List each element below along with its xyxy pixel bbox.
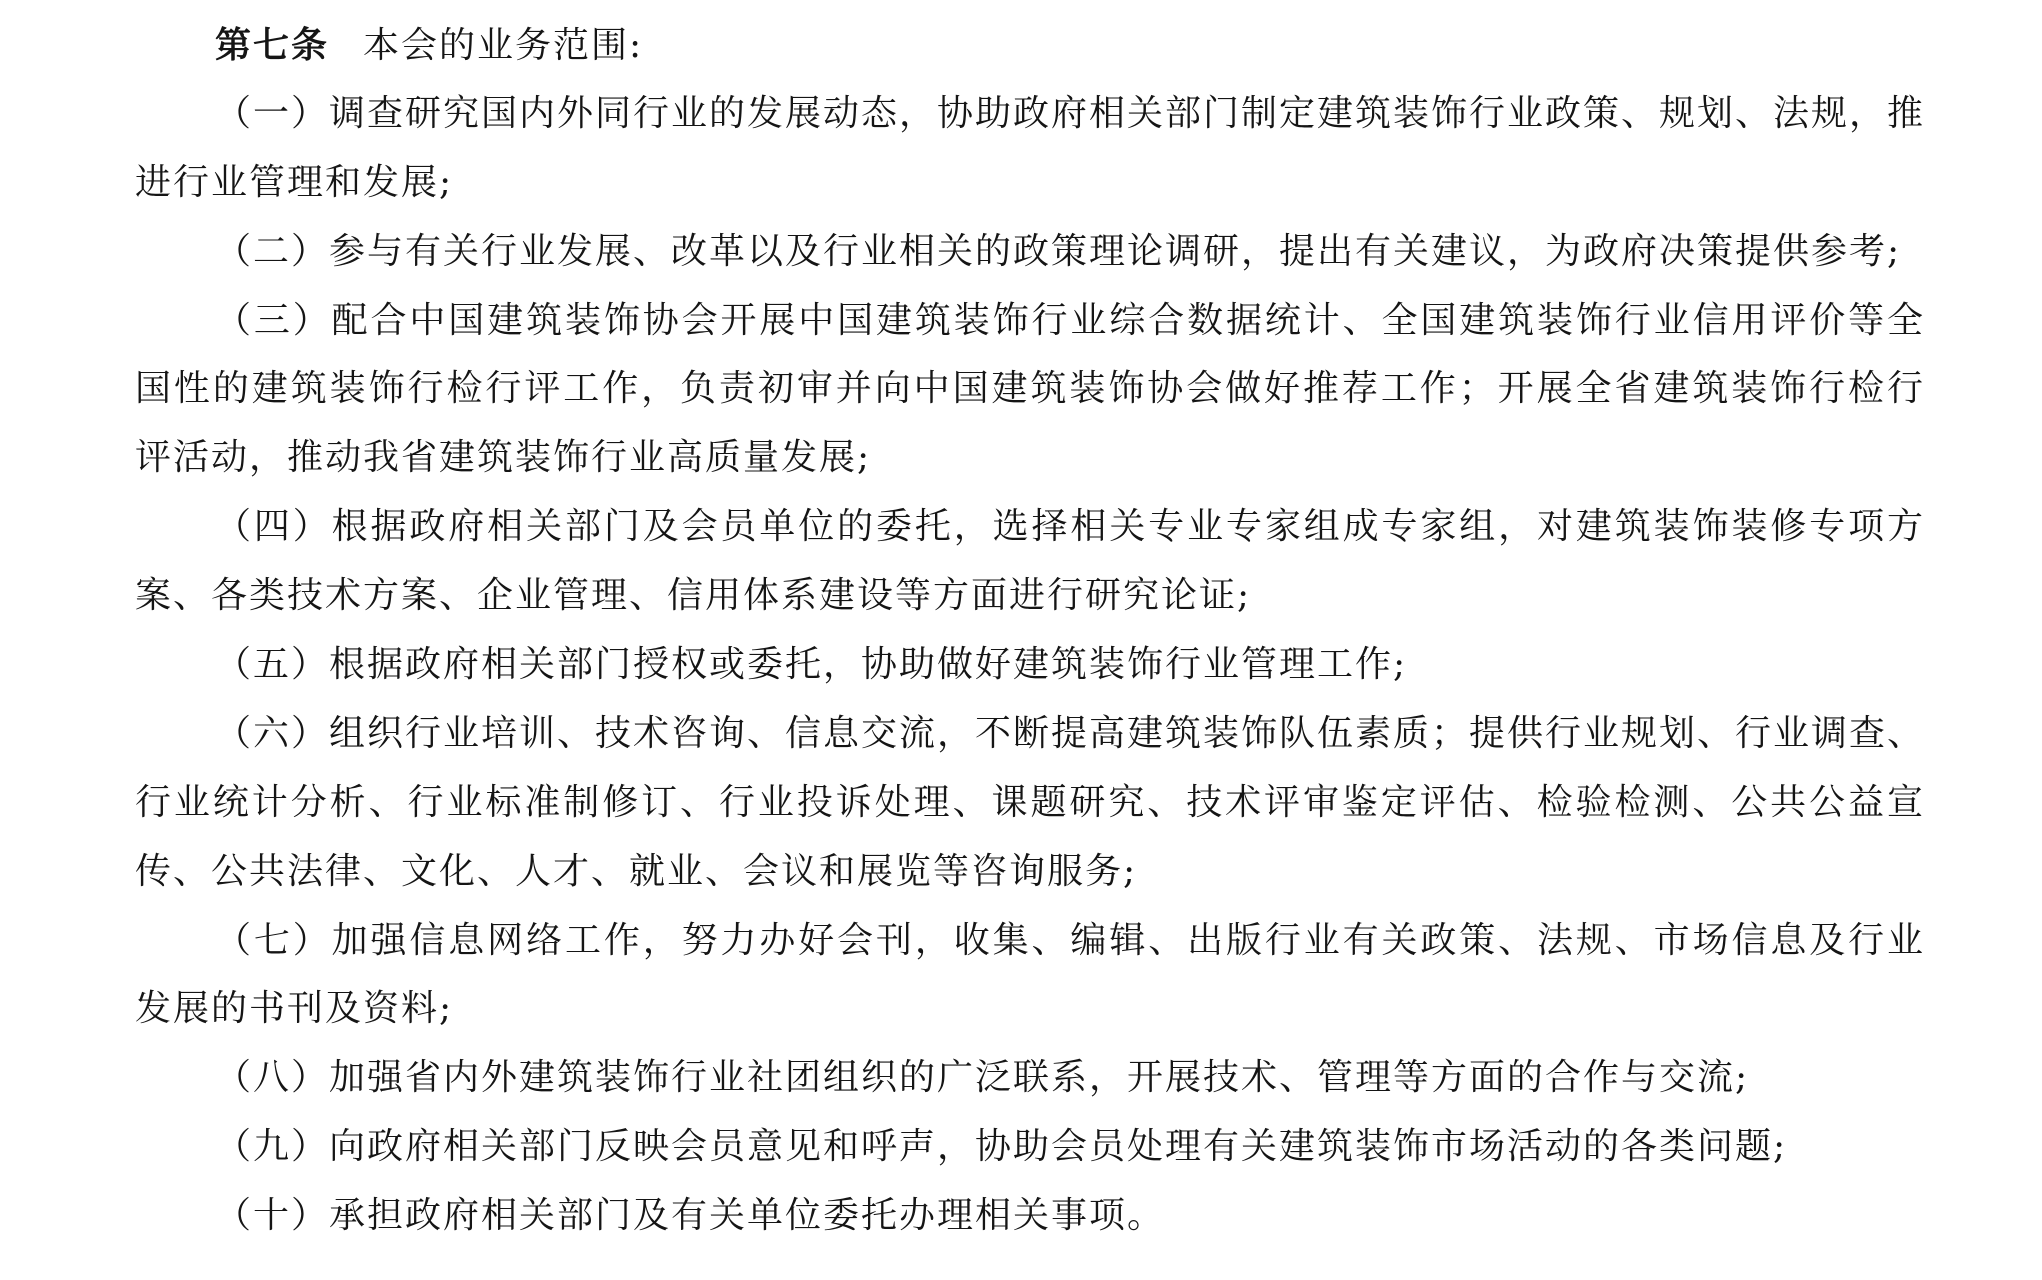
text-line: 评活动，推动我省建筑装饰行业高质量发展;	[135, 437, 872, 479]
scope-item-4	[135, 493, 1923, 631]
text-line: 国性的建筑装饰行检行评工作，负责初审并向中国建筑装饰协会做好推荐工作；开展全省建筑装饰行检行	[135, 368, 1923, 410]
scope-item-10	[135, 1182, 1923, 1251]
scope-item-3	[135, 287, 1923, 494]
text-line: （五）根据政府相关部门授权或委托，协助做好建筑装饰行业管理工作;	[215, 644, 1408, 686]
text-line: （八）加强省内外建筑装饰行业社团组织的广泛联系，开展技术、管理等方面的合作与交流;	[215, 1057, 1750, 1099]
scope-item-6	[135, 700, 1923, 907]
text-line: 发展的书刊及资料;	[135, 988, 454, 1030]
text-line: （七）加强信息网络工作，努力办好会刊，收集、编辑、出版行业有关政策、法规、市场信息及行业	[215, 919, 1923, 961]
scope-item-2	[135, 218, 1923, 287]
scope-item-1	[135, 80, 1923, 218]
text-line: 案、各类技术方案、企业管理、信用体系建设等方面进行研究论证;	[135, 575, 1252, 617]
text-line: （六）组织行业培训、技术咨询、信息交流，不断提高建筑装饰队伍素质；提供行业规划、行业调查、	[215, 712, 1923, 754]
text-line: （一）调查研究国内外同行业的发展动态，协助政府相关部门制定建筑装饰行业政策、规划、法规，推	[215, 92, 1923, 134]
text-line: （十）承担政府相关部门及有关单位委托办理相关事项。	[215, 1195, 1166, 1237]
text-line: （二）参与有关行业发展、改革以及行业相关的政策理论调研，提出有关建议，为政府决策提供参考;	[215, 230, 1902, 272]
text-line: （四）根据政府相关部门及会员单位的委托，选择相关专业专家组成专家组，对建筑装饰装修专项方	[215, 506, 1923, 548]
article-number: 第七条	[215, 24, 330, 66]
text-line: 进行业管理和发展;	[135, 161, 454, 203]
text-line: （九）向政府相关部门反映会员意见和呼声，协助会员处理有关建筑装饰市场活动的各类问题;	[215, 1126, 1788, 1168]
scope-item-5	[135, 631, 1923, 700]
article-heading	[135, 11, 1923, 80]
article-intro: 本会的业务范围:	[363, 25, 644, 66]
scope-item-7	[135, 907, 1923, 1045]
text-line: 传、公共法律、文化、人才、就业、会议和展览等咨询服务;	[135, 850, 1138, 892]
scope-item-9	[135, 1113, 1923, 1182]
scope-item-8	[135, 1044, 1923, 1113]
document-page	[135, 11, 1923, 1251]
text-line: （三）配合中国建筑装饰协会开展中国建筑装饰行业综合数据统计、全国建筑装饰行业信用评价等全	[215, 299, 1923, 341]
text-line: 行业统计分析、行业标准制修订、行业投诉处理、课题研究、技术评审鉴定评估、检验检测、公共公益宣	[135, 781, 1923, 823]
